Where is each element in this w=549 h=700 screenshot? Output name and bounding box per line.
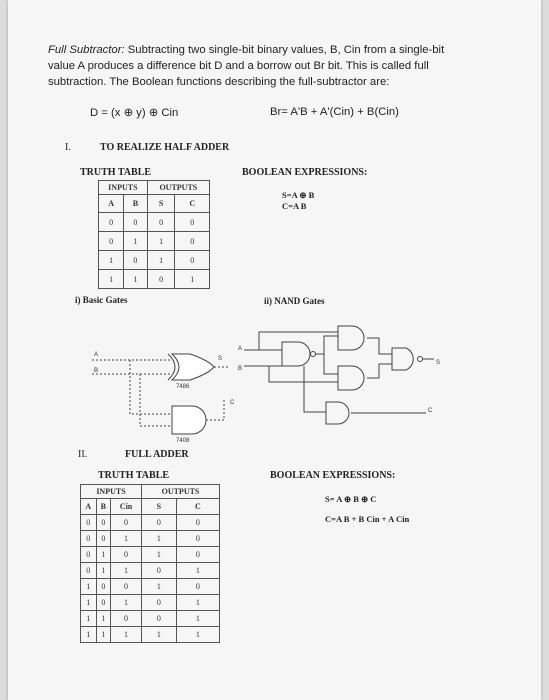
- cell: 0: [124, 251, 148, 270]
- nand-gates-circuit: [234, 322, 444, 427]
- table-row: [81, 579, 220, 595]
- table-row: [99, 232, 210, 251]
- cell: 1: [124, 270, 148, 289]
- nand-output-c-label: C: [428, 408, 433, 414]
- cell: 0: [175, 251, 210, 270]
- cell: 0: [111, 547, 142, 563]
- half-expr-carry: C=A B: [282, 201, 307, 211]
- nand-input-b-label: B: [238, 366, 243, 372]
- chip-7408-label: 7408: [176, 438, 190, 444]
- full-col-header: S: [141, 499, 176, 515]
- full-expr-sum: S= A ⊕ B ⊕ C: [325, 494, 377, 504]
- cell: 1: [176, 563, 219, 579]
- cell: 1: [81, 611, 97, 627]
- cell: 1: [99, 251, 124, 270]
- equation-difference: D = (x ⊕ y) ⊕ Cin: [90, 107, 179, 119]
- table-row: [99, 213, 210, 232]
- cell: 1: [141, 547, 176, 563]
- half-inputs-header: INPUTS: [99, 181, 148, 195]
- cell: 1: [81, 595, 97, 611]
- basic-gates-label: i) Basic Gates: [75, 295, 128, 305]
- cell: 1: [141, 579, 176, 595]
- cell: 1: [141, 531, 176, 547]
- cell: 0: [96, 515, 111, 531]
- cell: 0: [175, 213, 210, 232]
- cell: 1: [176, 611, 219, 627]
- table-row: [81, 611, 220, 627]
- table-row: [81, 595, 220, 611]
- half-col-header: C: [175, 195, 210, 213]
- cell: 0: [96, 531, 111, 547]
- cell: 0: [141, 611, 176, 627]
- intro-title: Full Subtractor:: [48, 44, 125, 56]
- cell: 1: [111, 563, 142, 579]
- cell: 1: [96, 547, 111, 563]
- cell: 1: [96, 627, 111, 643]
- half-col-header: A: [99, 195, 124, 213]
- nand-gates-label: ii) NAND Gates: [264, 296, 325, 306]
- cell: 1: [176, 627, 219, 643]
- full-outputs-header: OUTPUTS: [141, 485, 219, 499]
- full-boolean-title: BOOLEAN EXPRESSIONS:: [270, 470, 396, 481]
- cell: 1: [81, 579, 97, 595]
- cell: 0: [99, 213, 124, 232]
- cell: 1: [99, 270, 124, 289]
- half-col-header: S: [147, 195, 175, 213]
- cell: 0: [124, 213, 148, 232]
- table-row: [99, 270, 210, 289]
- cell: 0: [111, 579, 142, 595]
- basic-output-c-label: C: [230, 400, 235, 406]
- intro-text: Subtracting two single-bit binary values, B, Cin from a single-bit value A produces a difference bit D and a borrow out Br bit. This is called full subtraction. The Boolean functions describing the full-subtractor are:: [48, 44, 445, 88]
- cell: 0: [81, 515, 97, 531]
- table-row: [99, 251, 210, 270]
- cell: 0: [176, 547, 219, 563]
- cell: 1: [81, 627, 97, 643]
- cell: 0: [147, 213, 175, 232]
- full-col-header: A: [81, 499, 97, 515]
- cell: 0: [96, 595, 111, 611]
- cell: 0: [141, 595, 176, 611]
- basic-output-s-label: S: [218, 356, 223, 362]
- cell: 0: [111, 515, 142, 531]
- cell: 1: [96, 563, 111, 579]
- table-row: [81, 547, 220, 563]
- cell: 0: [147, 270, 175, 289]
- cell: 1: [175, 270, 210, 289]
- cell: 0: [81, 563, 97, 579]
- section-number-1: I.: [65, 142, 71, 153]
- cell: 1: [124, 232, 148, 251]
- nand-output-s-label: S: [436, 360, 441, 366]
- chip-7486-label: 7486: [176, 384, 190, 390]
- cell: 0: [96, 579, 111, 595]
- section-number-2: II.: [78, 449, 88, 460]
- cell: 1: [147, 251, 175, 270]
- cell: 0: [176, 579, 219, 595]
- cell: 0: [175, 232, 210, 251]
- basic-input-a-label: A: [94, 352, 99, 358]
- half-truth-table: [98, 180, 210, 289]
- cell: 1: [176, 595, 219, 611]
- full-adder-heading: FULL ADDER: [125, 449, 189, 460]
- cell: 1: [96, 611, 111, 627]
- full-col-header: B: [96, 499, 111, 515]
- table-row: [81, 531, 220, 547]
- full-expr-carry: C=A B + B Cin + A Cin: [325, 514, 410, 524]
- cell: 1: [111, 531, 142, 547]
- cell: 0: [141, 563, 176, 579]
- cell: 0: [81, 547, 97, 563]
- cell: 1: [111, 595, 142, 611]
- nand-input-a-label: A: [238, 346, 243, 352]
- full-truth-table: [80, 484, 220, 643]
- table-row: [81, 515, 220, 531]
- cell: 0: [176, 515, 219, 531]
- full-col-header: C: [176, 499, 219, 515]
- cell: 0: [81, 531, 97, 547]
- full-inputs-header: INPUTS: [81, 485, 142, 499]
- half-outputs-header: OUTPUTS: [147, 181, 209, 195]
- half-boolean-title: BOOLEAN EXPRESSIONS:: [242, 167, 368, 178]
- cell: 1: [141, 627, 176, 643]
- half-col-header: B: [124, 195, 148, 213]
- cell: 0: [176, 531, 219, 547]
- cell: 0: [99, 232, 124, 251]
- full-col-header: Cin: [111, 499, 142, 515]
- half-expr-sum: S=A ⊕ B: [282, 190, 315, 200]
- full-truth-table-title: TRUTH TABLE: [98, 470, 170, 481]
- basic-input-b-label: B: [94, 368, 99, 374]
- cell: 0: [141, 515, 176, 531]
- intro-paragraph: [48, 42, 468, 90]
- cell: 0: [111, 611, 142, 627]
- cell: 1: [111, 627, 142, 643]
- table-row: [81, 627, 220, 643]
- equation-borrow: Br= A'B + A'(Cin) + B(Cin): [270, 106, 399, 118]
- half-truth-table-title: TRUTH TABLE: [80, 167, 152, 178]
- half-adder-heading: TO REALIZE HALF ADDER: [100, 142, 230, 153]
- table-row: [81, 563, 220, 579]
- cell: 1: [147, 232, 175, 251]
- basic-gates-circuit: [90, 330, 243, 444]
